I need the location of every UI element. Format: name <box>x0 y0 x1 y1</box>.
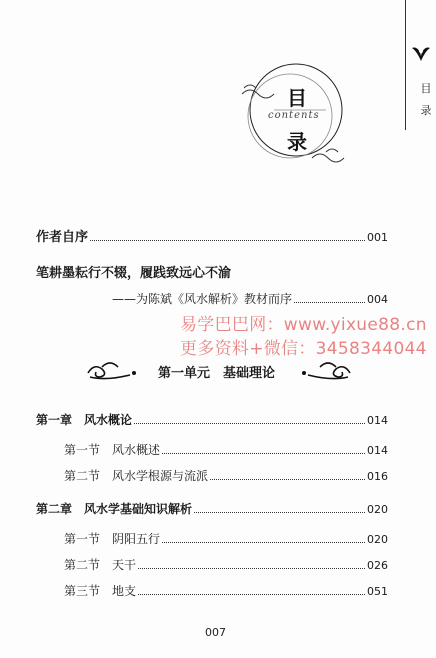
leader-dots <box>134 422 365 424</box>
side-tab-char-bottom: 录 <box>420 104 432 117</box>
leader-dots <box>90 239 365 241</box>
leader-dots <box>162 452 365 454</box>
toc-entry-page: 020 <box>367 533 388 546</box>
ornament-icon <box>410 44 432 64</box>
emblem-english: contents <box>268 110 320 121</box>
toc-entry-label: 第二节 天干 <box>64 558 137 572</box>
toc-entry-label: 第一章 风水概论 <box>36 413 133 427</box>
toc-entry-page: 026 <box>367 559 388 572</box>
toc-entry-page: 014 <box>367 414 388 427</box>
watermark-line-1: 易学巴巴网：www.yixue88.cn <box>180 315 427 335</box>
toc-entry-label: 第一节 风水概述 <box>64 443 161 457</box>
side-tab-char-top: 目 <box>420 82 432 95</box>
toc-entry-preface-sub[interactable] <box>112 290 388 307</box>
toc-entry-chapter-2-section-2[interactable] <box>64 556 388 573</box>
toc-entry-chapter-1-section-2[interactable] <box>64 467 388 484</box>
leader-dots <box>294 301 365 303</box>
toc-entry-chapter-2-section-3[interactable] <box>64 582 388 599</box>
toc-entry-label: 作者自序 <box>36 230 89 245</box>
leader-dots <box>210 478 365 480</box>
toc-entry-chapter-1[interactable] <box>36 411 388 428</box>
preface-title: 笔耕墨耘行不辍，履践致远心不渝 <box>36 266 232 281</box>
toc-entry-page: 020 <box>367 503 388 516</box>
watermark-line-2: 更多资料+微信：3458344044 <box>180 339 427 359</box>
toc-entry-page: 014 <box>367 444 388 457</box>
toc-entry-page: 001 <box>367 231 388 244</box>
leader-dots <box>138 567 365 569</box>
emblem-char-bottom: 录 <box>287 130 307 154</box>
emblem-char-top: 目 <box>287 86 307 110</box>
toc-entry-label: 第三节 地支 <box>64 584 137 598</box>
leader-dots <box>162 541 365 543</box>
toc-entry-label: 第一节 阴阳五行 <box>64 532 161 546</box>
side-divider <box>405 0 406 130</box>
toc-entry-page: 016 <box>367 470 388 483</box>
side-tab-label <box>419 78 433 122</box>
toc-entry-label: 第二节 风水学根源与流派 <box>64 469 209 483</box>
toc-entry-chapter-2[interactable] <box>36 500 388 517</box>
toc-entry-chapter-2-section-1[interactable] <box>64 530 388 547</box>
toc-entry-page: 004 <box>367 293 388 306</box>
toc-entry-label: ——为陈斌《风水解析》教材而序 <box>112 292 293 306</box>
page-number: 007 <box>205 626 226 639</box>
leader-dots <box>138 593 365 595</box>
toc-entry-page: 051 <box>367 585 388 598</box>
toc-entry-label: 第二章 风水学基础知识解析 <box>36 502 193 516</box>
leader-dots <box>194 511 365 513</box>
toc-entry-author-preface[interactable] <box>36 226 388 245</box>
toc-entry-chapter-1-section-1[interactable] <box>64 441 388 458</box>
unit-title: 第一单元 基础理论 <box>158 366 276 381</box>
